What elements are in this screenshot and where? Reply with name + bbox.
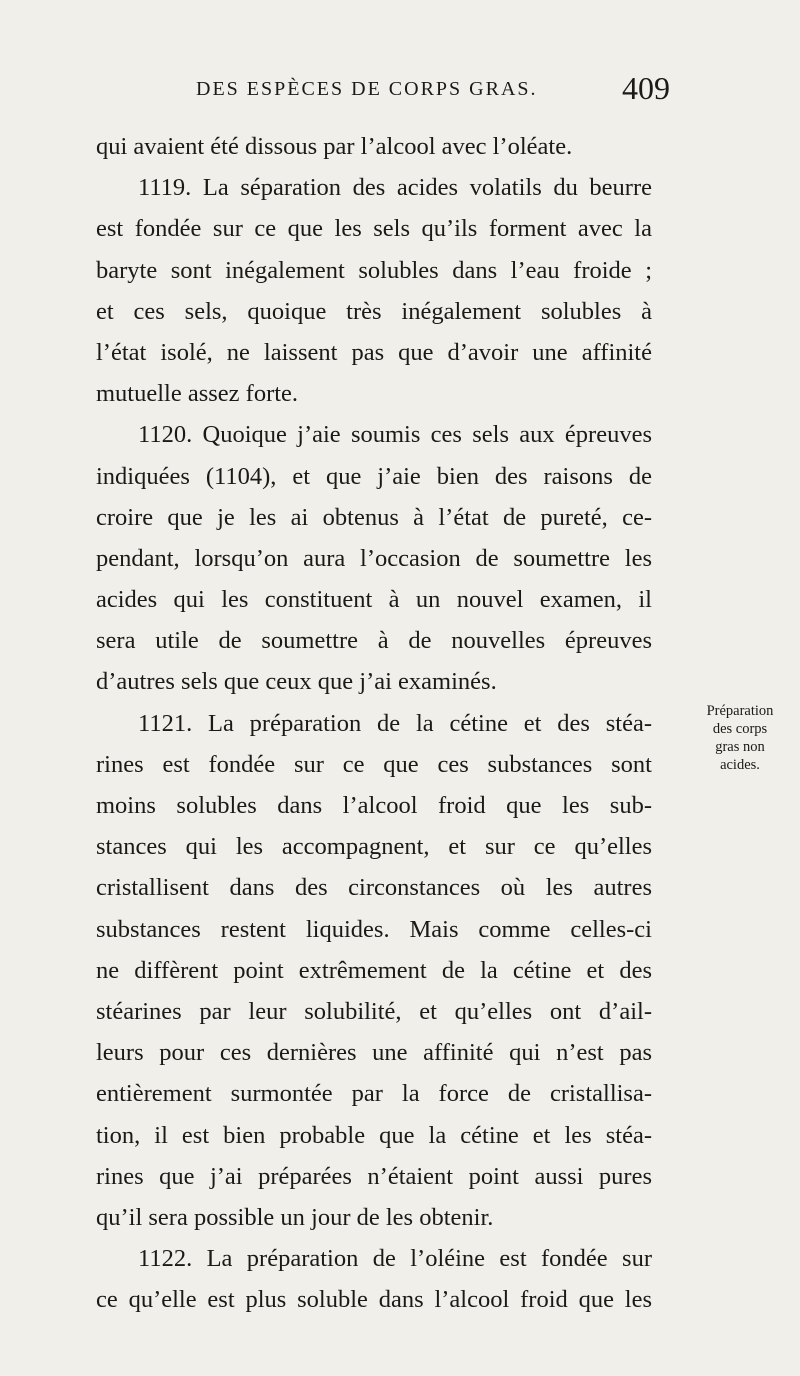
text-line: rines est fondée sur ce que ces substances sont	[96, 750, 652, 778]
text-line: indiquées (1104), et que j’aie bien des raisons de	[96, 462, 652, 490]
text-line: sera utile de soumettre à de nouvelles épreuves	[96, 627, 652, 655]
text-line: ce qu’elle est plus soluble dans l’alcool froid que les	[96, 1286, 652, 1314]
paragraph-1121-start: 1121. La préparation de la cétine et des stéa-	[138, 709, 652, 737]
text-line: leurs pour ces dernières une affinité qui n’est pas	[96, 1039, 652, 1067]
text-line: croire que je les ai obtenus à l’état de pureté, ce-	[96, 503, 652, 531]
text-line: ne diffèrent point extrêmement de la cétine et des	[96, 956, 652, 984]
margin-note	[680, 702, 800, 774]
text-line: pendant, lorsqu’on aura l’occasion de soumettre les	[96, 544, 652, 572]
margin-note-line: des corps	[712, 721, 768, 737]
paragraph-1122-start: 1122. La préparation de l’oléine est fondée sur	[138, 1245, 652, 1273]
margin-note-line: acides.	[720, 757, 760, 773]
text-line: et ces sels, quoique très inégalement solubles à	[96, 297, 652, 325]
text-line: stances qui les accompagnent, et sur ce qu’elles	[96, 833, 652, 861]
text-line: l’état isolé, ne laissent pas que d’avoir une affinité	[96, 338, 652, 366]
margin-note-line: Préparation	[706, 703, 774, 719]
text-line: mutuelle assez forte.	[96, 380, 299, 408]
text-line: rines que j’ai préparées n’étaient point aussi pures	[96, 1162, 652, 1190]
text-line: substances restent liquides. Mais comme celles-ci	[96, 915, 652, 943]
text-line: baryte sont inégalement solubles dans l’eau froide ;	[96, 256, 652, 284]
text-line: acides qui les constituent à un nouvel examen, il	[96, 586, 652, 614]
text-line: tion, il est bien probable que la cétine et les stéa-	[96, 1121, 652, 1149]
running-title: DES ESPÈCES DE CORPS GRAS.	[196, 78, 538, 100]
paragraph-1120-start: 1120. Quoique j’aie soumis ces sels aux épreuves	[138, 421, 652, 449]
text-line: stéarines par leur solubilité, et qu’elles ont d’ail-	[96, 997, 652, 1025]
text-line: entièrement surmontée par la force de cristallisa-	[96, 1080, 652, 1108]
text-line: moins solubles dans l’alcool froid que les sub-	[96, 792, 652, 819]
paragraph-1119-start: 1119. La séparation des acides volatils du beurre	[138, 174, 652, 202]
text-line: cristallisent dans des circonstances où les autres	[96, 874, 652, 902]
text-line: qui avaient été dissous par l’alcool avec l’oléate.	[96, 133, 573, 160]
text-line: qu’il sera possible un jour de les obtenir.	[96, 1203, 494, 1231]
margin-note-line: gras non	[715, 739, 765, 755]
text-line: est fondée sur ce que les sels qu’ils forment avec la	[96, 215, 652, 243]
body-text	[96, 126, 652, 1320]
page-number: 409	[622, 70, 670, 106]
text-line: d’autres sels que ceux que j’ai examinés.	[96, 668, 497, 696]
